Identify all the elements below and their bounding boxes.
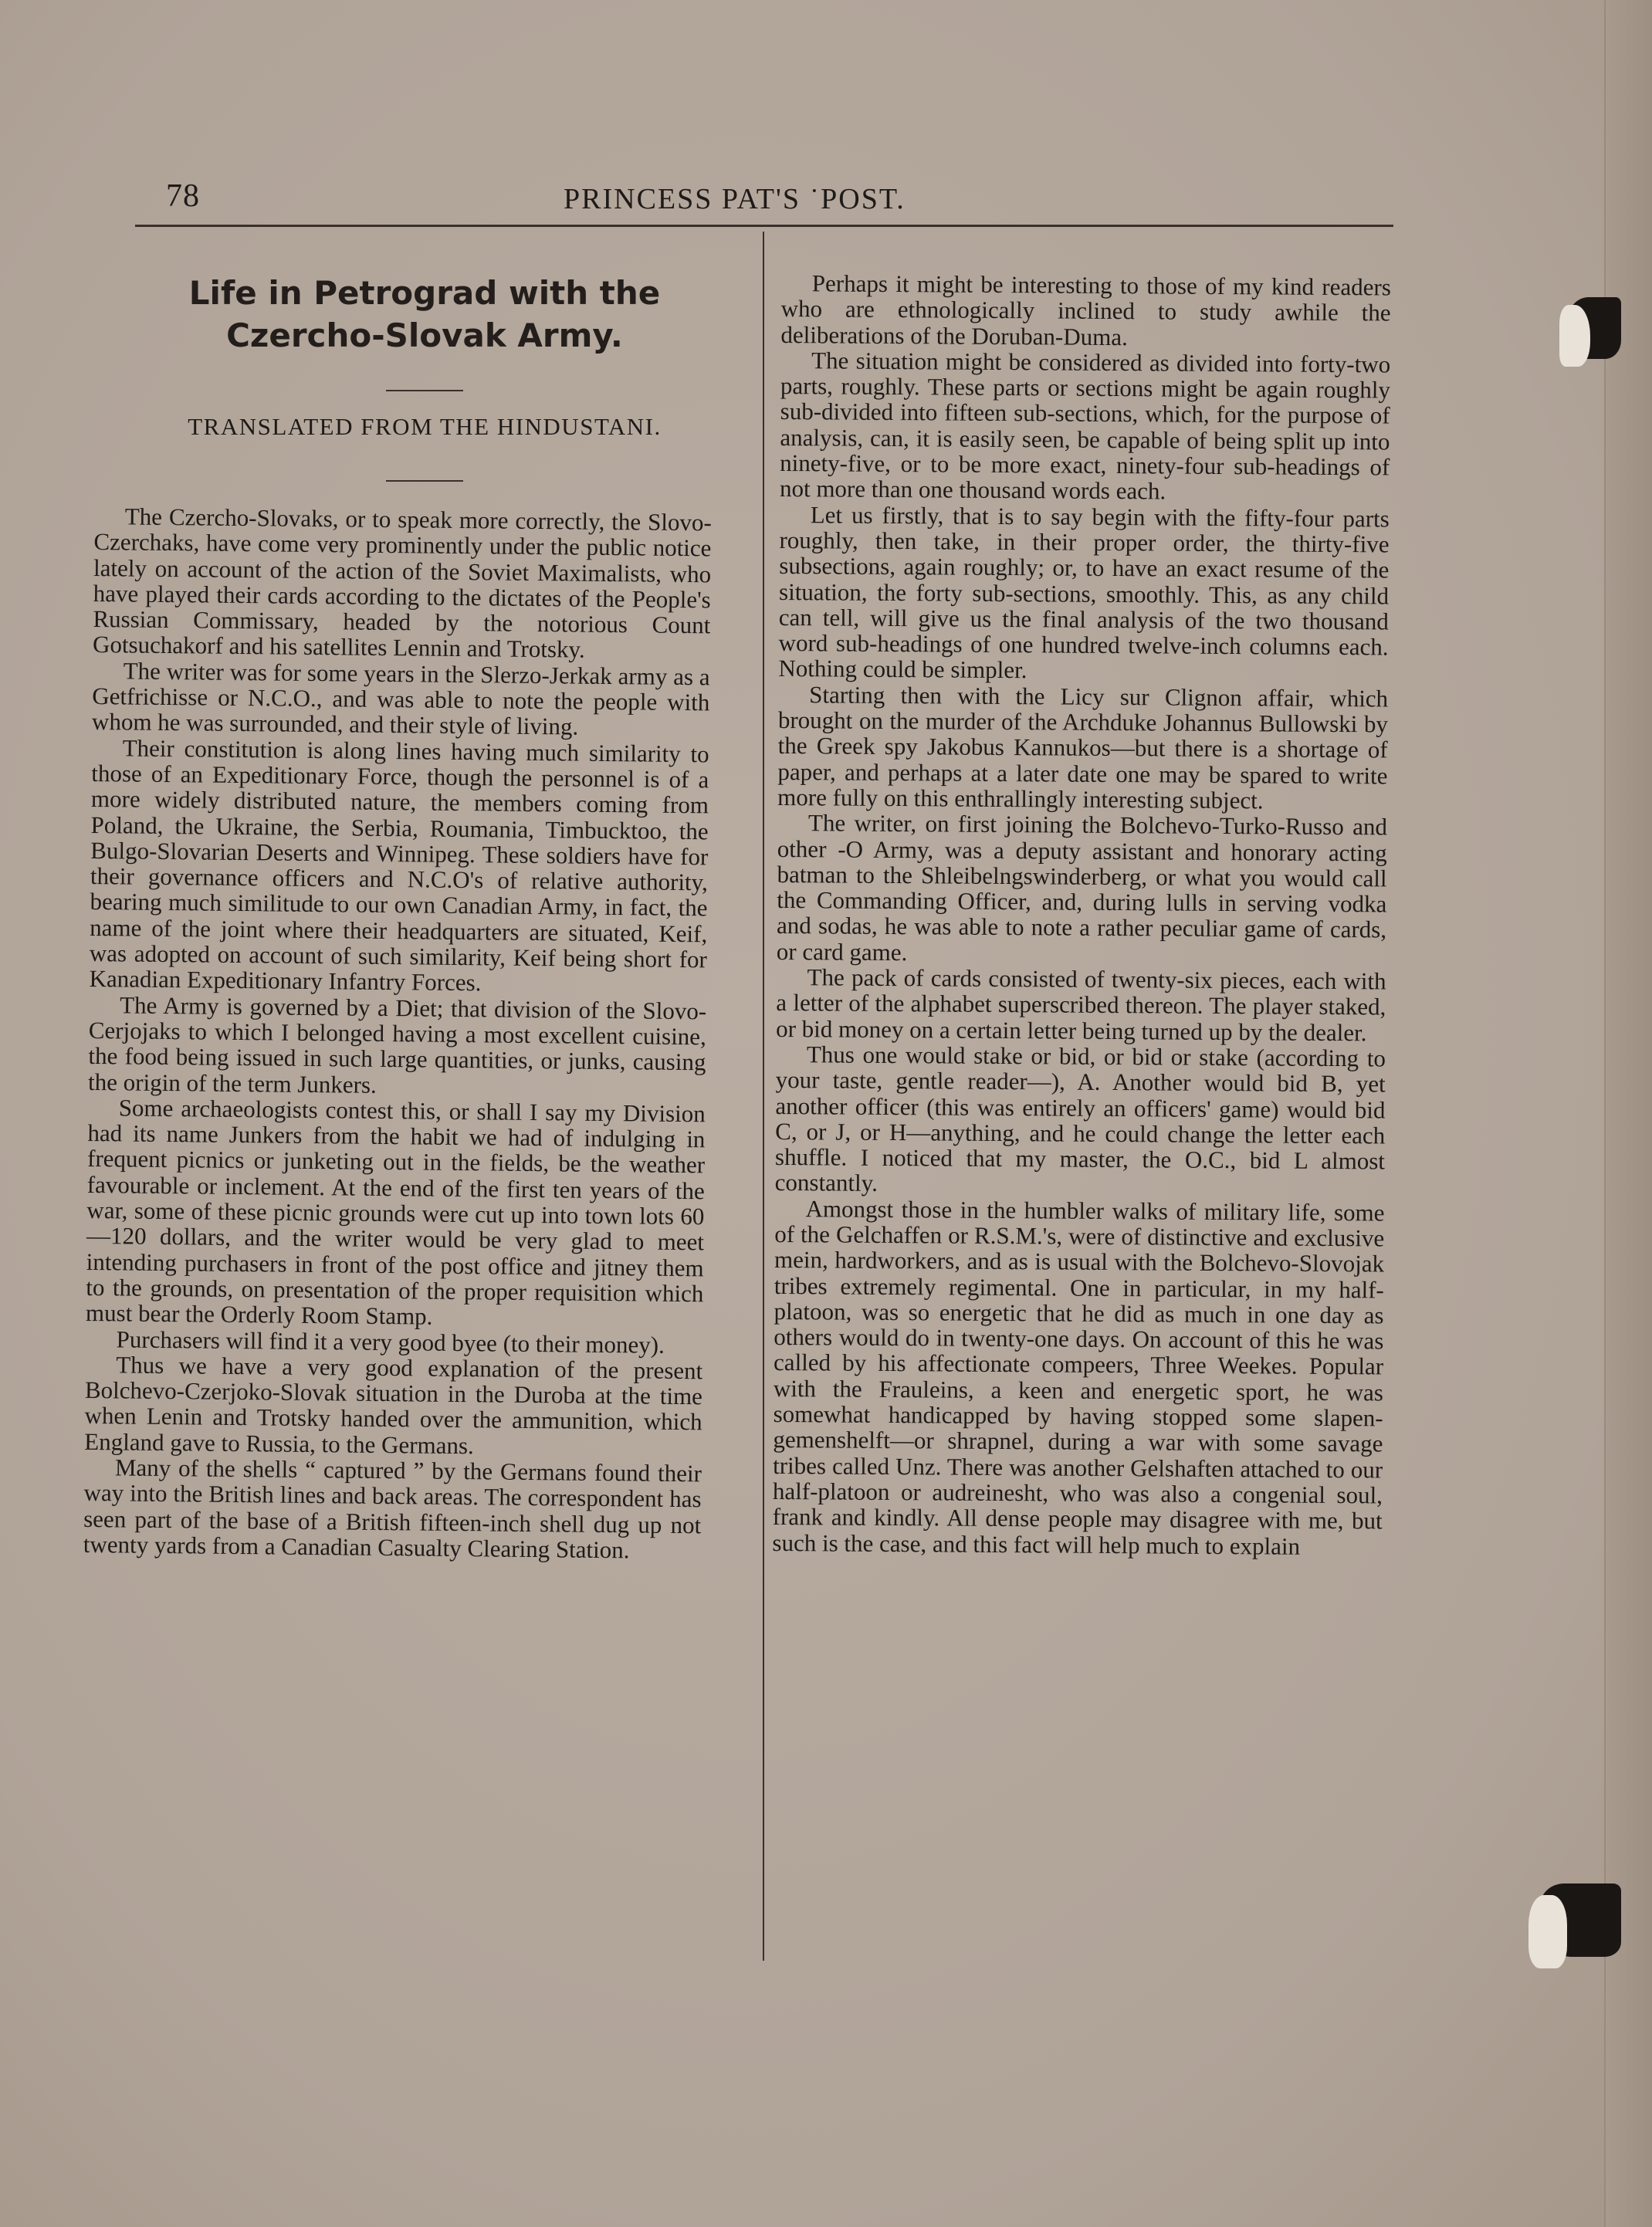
page-header bbox=[135, 178, 1393, 224]
subtitle-rule bbox=[386, 480, 463, 482]
right-paragraph-1: Perhaps it might be interesting to those of my kind readers who are ethnologically inclined to study awhile the deliberations of the Doruban-Duma. bbox=[780, 269, 1391, 350]
page-number: 78 bbox=[166, 178, 200, 214]
right-paragraph-6: The pack of cards consisted of twenty-six pieces, each with a letter of the alphabet superscribed thereon. The player staked, or bid money on a certain letter being turned up by the dealer. bbox=[776, 963, 1386, 1046]
right-paragraph-4: Starting then with the Licy sur Clignon affair, which brought on the murder of the Archduke Johannus Bullowski by the Greek spy Jakobus Kannukos—but there is a shortage of paper, and perhaps at a later date one may be spared to write more fully on this enthrallingly interesting subject. bbox=[777, 681, 1389, 814]
right-paragraph-2: The situation might be considered as divided into forty-two parts, roughly. These parts or sections might be again roughly sub-divided into fifteen sub-sections, which, for the purpose of analysis, can, it is easily seen, be capable of being split up into ninety-five, or to be more exact, ninety-four sub-headings of not more than one thousand words each. bbox=[779, 347, 1391, 505]
left-paragraph-6: Purchasers will find it a very good byee (to their money). bbox=[116, 1325, 665, 1359]
article-title bbox=[116, 272, 733, 357]
left-paragraph-4: The Army is governed by a Diet; that division of the Slovo-Cerjojaks to which I belonged having a most excellent cuisine, the food being issued in such large quantities, or junks, causing the origin of the term Junkers. bbox=[87, 991, 707, 1098]
left-paragraph-1: The Czercho-Slovaks, or to speak more correctly, the Slovo-Czerchaks, have come very prominently under the public notice lately on account of the action of the Soviet Maximalists, who have played their cards according to the dictates of the People's Russian Commissary, headed by the notorious Count Gotsuchakorf and his satellites Lennin and Trotsky. bbox=[92, 503, 712, 664]
right-paragraph-5: The writer, on first joining the Bolchevo-Turko-Russo and other -O Army, was a deputy assistant and honorary acting batman to the Shleibelngswinderberg, or what you would call the Commanding Officer, and, during lulls in serving vodka and sodas, he was able to note a rather peculiar game of cards, or card game. bbox=[776, 809, 1388, 966]
right-paragraph-8: Amongst those in the humbler walks of military life, some of the Gelchaffen or R.S.M.'s, were of distinctive and exclusive mein, hardworkers, and as is usual with the Bolchevo-Slovojak tribes extremely regimental. One in particular, in my half-platoon, was so energetic that he did as much in one day as others would do in twenty-one days. On account of this he was called by his affectionate compeers, Three Weekes. Popular with the Frauleins, a keen and energetic sport, he was somewhat handicapped by having stopped some slapen-gemenshelft—or shrapnel, during a war with some savage tribes called Unz. There was another Gelshaften attached to our half-platoon or audreinesht, who was also a congenial soul, frank and kindly. All dense people may disagree with me, but such is the case, and this fact will help much to explain bbox=[772, 1194, 1385, 1560]
left-paragraph-7: Thus we have a very good explanation of the present Bolchevo-Czerjoko-Slovak situation in the Duroba at the time when Lenin and Trotsky handed over the ammunition, which England gave to Russia, to the Germans. bbox=[84, 1351, 703, 1459]
left-column bbox=[83, 503, 712, 1563]
article-title-line-2: Czercho-Slovak Army. bbox=[226, 316, 623, 354]
left-paragraph-8: Many of the shells “ captured ” by the Germans found their way into the British lines and back areas. The correspondent has seen part of the base of a British fifteen-inch shell dug up not twenty yards from a Canadian Casualty Clearing Station. bbox=[83, 1454, 702, 1564]
article-subtitle: TRANSLATED FROM THE HINDUSTANI. bbox=[188, 413, 662, 440]
right-paragraph-7: Thus one would stake or bid, or bid or stake (according to your taste, gentle reader—), A. Another would bid B, yet another officer (this was entirely an officers' game) would bid C, or J, or H—anything, and he could change the letter each shuffle. I noticed that my master, the O.C., bid L almost constantly. bbox=[774, 1041, 1386, 1197]
page-tear-upper-edge bbox=[1559, 305, 1590, 367]
left-paragraph-3: Their constitution is along lines having much similarity to those of an Expeditionary Force, though the personnel is of a more widely distributed nature, the members coming from Poland, the Ukraine, the Serbia, Roumania, Timbucktoo, the Bulgo-Slovarian Deserts and Winnipeg. These soldiers have for their governance officers and N.C.O's of relative authority, bearing much similitude to our own Canadian Army, in fact, the name of the joint where their headquarters are situated, Keif, was adopted on account of such similarity, Keif being short for Kanadian Expeditionary Infantry Forces. bbox=[89, 734, 709, 997]
article-title-line-1: Life in Petrograd with the bbox=[188, 274, 661, 312]
right-paragraph-3: Let us firstly, that is to say begin with the fifty-four parts roughly, then take, in their proper order, the thirty-five subsections, again roughly; or, to have an exact resume of the situation, the forty sub-sections, smoothly. This, as any child can tell, will give us the final analysis of the two thousand word sub-headings of one hundred twelve-inch columns each. Nothing could be simpler. bbox=[778, 500, 1390, 684]
title-rule bbox=[386, 390, 463, 391]
left-paragraph-2: The writer was for some years in the Slerzo-Jerkak army as a Getfrichisse or N.C.O., and was able to note the people with whom he was surrounded, and their style of living. bbox=[91, 657, 710, 740]
left-paragraph-5: Some archaeologists contest this, or shall I say my Division had its name Junkers from the habit we had of indulging in frequent picnics or junketing out in the fields, be the weather favourable or inclement. At the end of the first ten years of the war, some of these picnic grounds were cut up into town lots 60—120 dollars, and the writer would be very glad to meet intending purchasers in front of the post office and jitney them to the grounds, on presentation of the proper requisition which must bear the Orderly Room Stamp. bbox=[85, 1094, 706, 1330]
page-tear-lower-edge bbox=[1528, 1895, 1567, 1968]
running-title: PRINCESS PAT'S ˙POST. bbox=[564, 183, 906, 215]
column-divider bbox=[763, 232, 764, 1961]
right-column bbox=[772, 270, 1391, 1559]
header-rule bbox=[135, 225, 1393, 227]
